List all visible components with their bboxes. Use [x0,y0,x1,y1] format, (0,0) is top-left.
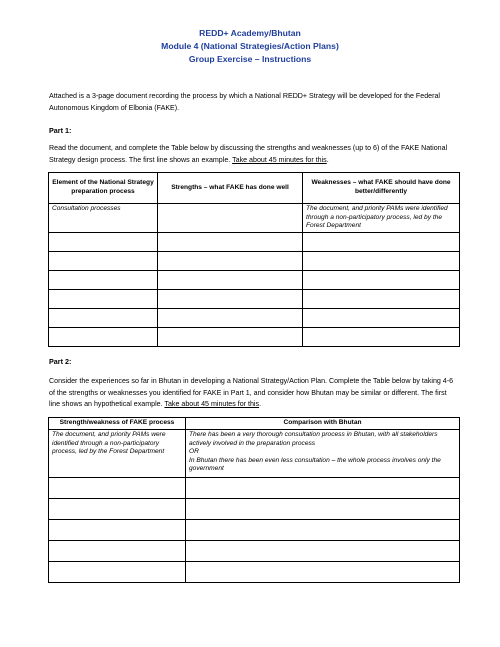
table-row [49,430,460,478]
table-row [49,478,460,499]
part1-text: Read the document, and complete the Table below by discussing the strengths and weaknesses (up to 6) of the FAKE National Strategy design process. The first line shows an example. [49,144,448,164]
table-cell[interactable] [49,270,158,289]
doc-title-line2: Module 4 (National Strategies/Action Plans) [161,41,339,51]
part1-table [48,172,460,347]
doc-title-line3: Group Exercise – Instructions [188,54,312,64]
table-cell[interactable] [49,251,158,270]
table-row [49,520,460,541]
table-cell[interactable] [303,308,460,327]
table-cell[interactable] [303,289,460,308]
table-cell[interactable] [303,251,460,270]
part2-time: Take about 45 minutes for this [164,400,260,408]
table-cell[interactable] [49,232,158,251]
part1-col-strengths: Strengths – what FAKE has done well [158,173,303,204]
table-cell[interactable] [49,478,186,499]
table-row [49,270,460,289]
table-cell[interactable] [49,289,158,308]
table-cell[interactable]: The document, and priority PAMs were identified through a non-participatory process, led by the Forest Department [49,430,186,478]
part2-instructions: Consider the experiences so far in Bhutan in developing a National Strategy/Action Plan. Complete the Table below by taking 4-6 of the strengths or weaknesses you identified for FAKE in Part 1, and consider how Bhutan may be similar or different. The first line shows an hypothetical example. Take about 45 minutes for this. [49,377,454,408]
table-cell[interactable] [186,478,460,499]
table-row [49,232,460,251]
part2-heading: Part 2: [49,357,72,366]
comparison-option-2: In Bhutan there has been even less consultation – the whole process involves only the government [189,456,441,473]
table-cell[interactable] [158,251,303,270]
table-cell[interactable] [158,232,303,251]
table-row [49,289,460,308]
part2-col-strength-weakness: Strength/weakness of FAKE process [49,418,186,430]
doc-title-line1: REDD+ Academy/Bhutan [199,28,301,38]
table-cell[interactable] [158,308,303,327]
part2-text: Consider the experiences so far in Bhutan in developing a National Strategy/Action Plan. Complete the Table below by taking 4-6 of the strengths or weaknesses you identified for FAKE in Part 1, and consider how Bhutan may be similar or different. The first line shows an hypothetical example. [49,377,454,408]
table-row [49,562,460,583]
table-row [49,204,460,233]
table-cell[interactable]: The document, and priority PAMs were identified through a non-participatory process, led by the Forest Department [303,204,460,233]
table-cell[interactable] [158,327,303,346]
table-row [49,251,460,270]
part2-table [48,417,460,583]
table-cell[interactable] [49,520,186,541]
part2-header-row [49,418,460,430]
comparison-or: OR [189,448,199,456]
table-row [49,499,460,520]
part1-col-element: Element of the National Strategy preparation process [49,173,158,204]
table-cell[interactable]: Consultation processes [49,204,158,233]
table-row [49,327,460,346]
table-cell[interactable] [186,499,460,520]
table-cell[interactable] [303,232,460,251]
table-cell[interactable] [158,270,303,289]
table-cell[interactable] [186,430,460,478]
part2-col-comparison: Comparison with Bhutan [186,418,460,430]
table-cell[interactable] [49,308,158,327]
part1-instructions: Read the document, and complete the Table below by discussing the strengths and weaknesses (up to 6) of the FAKE National Strategy design process. The first line shows an example. Take about 45 minutes for this. [49,144,448,164]
table-cell[interactable] [49,499,186,520]
part1-header-row [49,173,460,204]
table-cell[interactable] [49,327,158,346]
table-cell[interactable] [49,541,186,562]
table-cell[interactable] [186,562,460,583]
table-cell[interactable] [303,327,460,346]
table-cell[interactable] [158,289,303,308]
intro-paragraph: Attached is a 3-page document recording the process by which a National REDD+ Strategy will be developed for the Federal Autonomous Kingdom of Elbonia (FAKE). [49,92,440,112]
part1-col-weaknesses: Weaknesses – what FAKE should have done better/differently [303,173,460,204]
part1-heading: Part 1: [49,126,72,135]
table-row [49,541,460,562]
table-cell[interactable] [158,204,303,233]
table-cell[interactable] [49,562,186,583]
part1-time: Take about 45 minutes for this [232,155,327,164]
table-row [49,308,460,327]
table-cell[interactable] [186,520,460,541]
table-cell[interactable] [303,270,460,289]
table-cell[interactable] [186,541,460,562]
comparison-option-1: There has been a very thorough consultation process in Bhutan, with all stakeholders actively involved in the preparation process [189,431,438,447]
